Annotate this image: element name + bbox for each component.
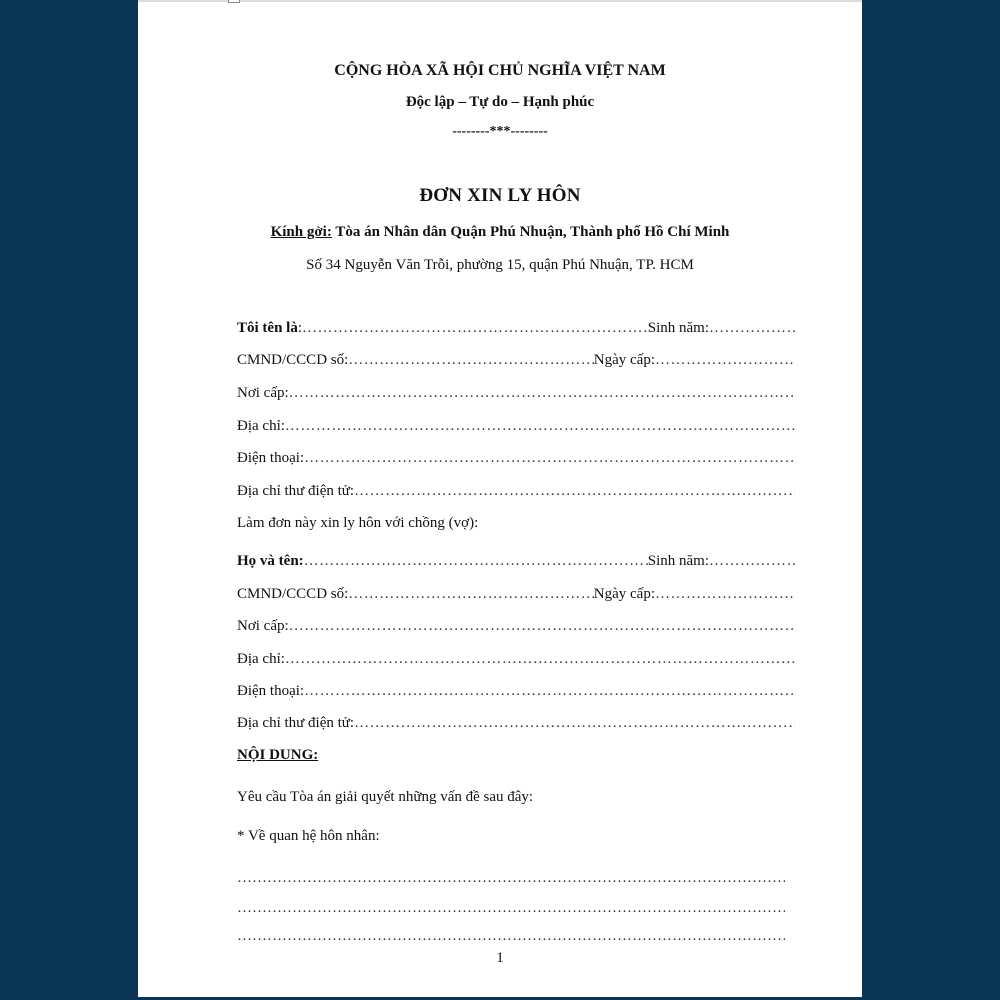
spouse-id-row	[237, 586, 795, 606]
petitioner-phone-field[interactable]	[304, 450, 795, 467]
petitioner-id-field[interactable]	[348, 352, 593, 369]
petitioner-birth-field[interactable]	[709, 320, 795, 337]
page-anchor-marker	[228, 0, 240, 3]
request-text: Yêu cầu Tòa án giải quyết những vấn đề sau đây:	[237, 789, 534, 805]
spouse-email-label: Địa chỉ thư điện tử:	[237, 715, 355, 731]
marriage-section-label: * Về quan hệ hôn nhân:	[237, 828, 380, 844]
spouse-phone-label: Điện thoại:	[237, 683, 305, 699]
spouse-email-row	[237, 715, 795, 735]
petitioner-name-field[interactable]	[302, 320, 648, 337]
spouse-birth-field[interactable]	[709, 553, 795, 570]
document-title: ĐƠN XIN LY HÔN	[419, 185, 581, 206]
petitioner-email-row	[237, 483, 795, 503]
spouse-address-row	[237, 651, 795, 671]
spouse-address-label: Địa chỉ:	[237, 651, 285, 667]
petitioner-name-colon: :	[297, 320, 303, 336]
marriage-text-line-1[interactable]	[237, 870, 785, 890]
motto: Độc lập – Tự do – Hạnh phúc	[405, 94, 595, 110]
petitioner-phone-label: Điện thoại:	[237, 450, 305, 466]
spouse-birth-label: Sinh năm:	[647, 553, 709, 569]
petitioner-email-field[interactable]	[354, 483, 795, 500]
petitioner-issue-date-label: Ngày cấp:	[593, 352, 655, 368]
marriage-text-line-3[interactable]	[237, 928, 785, 948]
page-top-edge	[138, 0, 862, 2]
petitioner-address-row	[237, 418, 795, 438]
spouse-issue-date-field[interactable]	[655, 586, 795, 603]
nation-heading: CỘNG HÒA XÃ HỘI CHỦ NGHĨA VIỆT NAM	[334, 62, 666, 79]
content-heading: NỘI DUNG:	[237, 747, 319, 763]
spouse-issue-place-field[interactable]	[289, 618, 795, 635]
document-page	[138, 0, 862, 997]
petitioner-address-field[interactable]	[285, 418, 795, 435]
spouse-address-field[interactable]	[285, 651, 795, 668]
intro-text: Làm đơn này xin ly hôn với chồng (vợ):	[237, 515, 479, 531]
spouse-id-label: CMND/CCCD số:	[237, 586, 349, 602]
addressee-label: Kính gởi:	[270, 224, 332, 240]
addressee-line	[138, 224, 862, 241]
spouse-phone-field[interactable]	[304, 683, 795, 700]
marriage-text-line-2[interactable]	[237, 900, 785, 920]
petitioner-issue-place-label: Nơi cấp:	[237, 385, 289, 401]
spouse-id-field[interactable]	[348, 586, 593, 603]
petitioner-phone-row	[237, 450, 795, 470]
spouse-issue-place-label: Nơi cấp:	[237, 618, 289, 634]
spouse-name-field[interactable]	[304, 553, 648, 570]
petitioner-issue-place-row	[237, 385, 795, 405]
petitioner-id-label: CMND/CCCD số:	[237, 352, 349, 368]
petitioner-issue-date-field[interactable]	[655, 352, 795, 369]
petitioner-email-label: Địa chỉ thư điện tử:	[237, 483, 355, 499]
spouse-name-label: Họ và tên:	[237, 553, 304, 569]
petitioner-name-row	[237, 320, 795, 340]
petitioner-name-label: Tôi tên là	[237, 320, 298, 336]
divider: --------***--------	[452, 124, 548, 139]
spouse-phone-row	[237, 683, 795, 703]
petitioner-issue-place-field[interactable]	[289, 385, 795, 402]
spouse-name-row	[237, 553, 795, 573]
spouse-issue-place-row	[237, 618, 795, 638]
court-address: Số 34 Nguyễn Văn Trỗi, phường 15, quận Phú Nhuận, TP. HCM	[306, 257, 694, 273]
petitioner-birth-label: Sinh năm:	[647, 320, 709, 336]
addressee-court: Tòa án Nhân dân Quận Phú Nhuận, Thành phố Hồ Chí Minh	[331, 224, 730, 240]
petitioner-address-label: Địa chỉ:	[237, 418, 285, 434]
page-number: 1	[496, 950, 504, 966]
petitioner-id-row	[237, 352, 795, 372]
spouse-issue-date-label: Ngày cấp:	[593, 586, 655, 602]
spouse-email-field[interactable]	[354, 715, 795, 732]
